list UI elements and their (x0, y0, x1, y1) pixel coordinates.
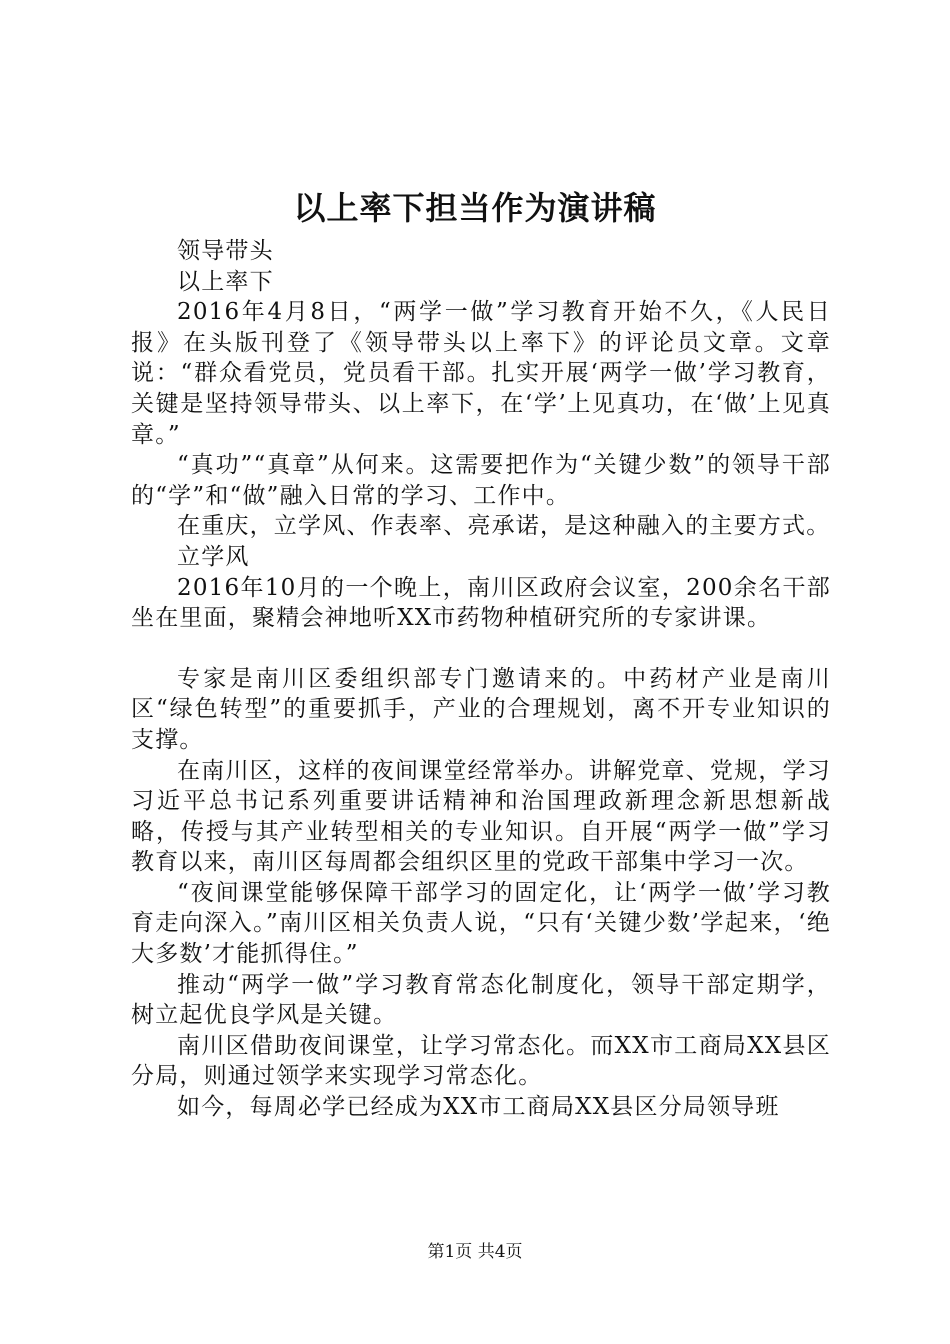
paragraph: “真功”“真章”从何来。这需要把作为“关键少数”的领导干部的“学”和“做”融入日常的学习、工作中。 (131, 452, 831, 509)
paragraph: 立学风 (177, 543, 250, 570)
paragraph: 在南川区，这样的夜间课堂经常举办。讲解党章、党规，学习习近平总书记系列重要讲话精神和治国理政新理念新思想新战略，传授与其产业转型相关的专业知识。自开展“两学一做”学习教育以来，南川区每周都会组织区里的党政干部集中学习一次。 (131, 757, 831, 876)
paragraph: 2016年10月的一个晚上，南川区政府会议室，200余名干部坐在里面，聚精会神地听XX市药物种植研究所的专家讲课。 (131, 574, 831, 632)
paragraph: 在重庆，立学风、作表率、亮承诺，是这种融入的主要方式。 (177, 513, 831, 540)
paragraph: 专家是南川区委组织部专门邀请来的。中药材产业是南川区“绿色转型”的重要抓手，产业的合理规划，离不开专业知识的支撑。 (131, 665, 831, 753)
page-number: 第1页 共4页 (427, 1242, 523, 1262)
document-title: 以上率下担当作为演讲稿 (293, 189, 657, 227)
paragraph: 推动“两学一做”学习教育常态化制度化，领导干部定期学，树立起优良学风是关键。 (131, 971, 831, 1029)
document-body (131, 236, 831, 1123)
paragraph: 以上率下 (177, 268, 274, 295)
paragraph: “夜间课堂能够保障干部学习的固定化，让‘两学一做’学习教育走向深入。”南川区相关负责人说，“只有‘关键少数’学起来，‘绝大多数’才能抓得住。” (131, 879, 831, 968)
paragraph: 如今，每周必学已经成为XX市工商局XX县区分局领导班 (177, 1094, 780, 1121)
paragraph: 领导带头 (177, 238, 274, 264)
paragraph: 2016年4月8日，“两学一做”学习教育开始不久，《人民日报》在头版刊登了《领导带头以上率下》的评论员文章。文章说：“群众看党员，党员看干部。扎实开展‘两学一做’学习教育，关键是坚持领导带头、以上率下，在‘学’上见真功，在‘做’上见真章。” (131, 299, 831, 448)
paragraph: 南川区借助夜间课堂，让学习常态化。而XX市工商局XX县区分局，则通过领学来实现学习常态化。 (131, 1032, 831, 1090)
paragraph-spacer (131, 634, 831, 664)
